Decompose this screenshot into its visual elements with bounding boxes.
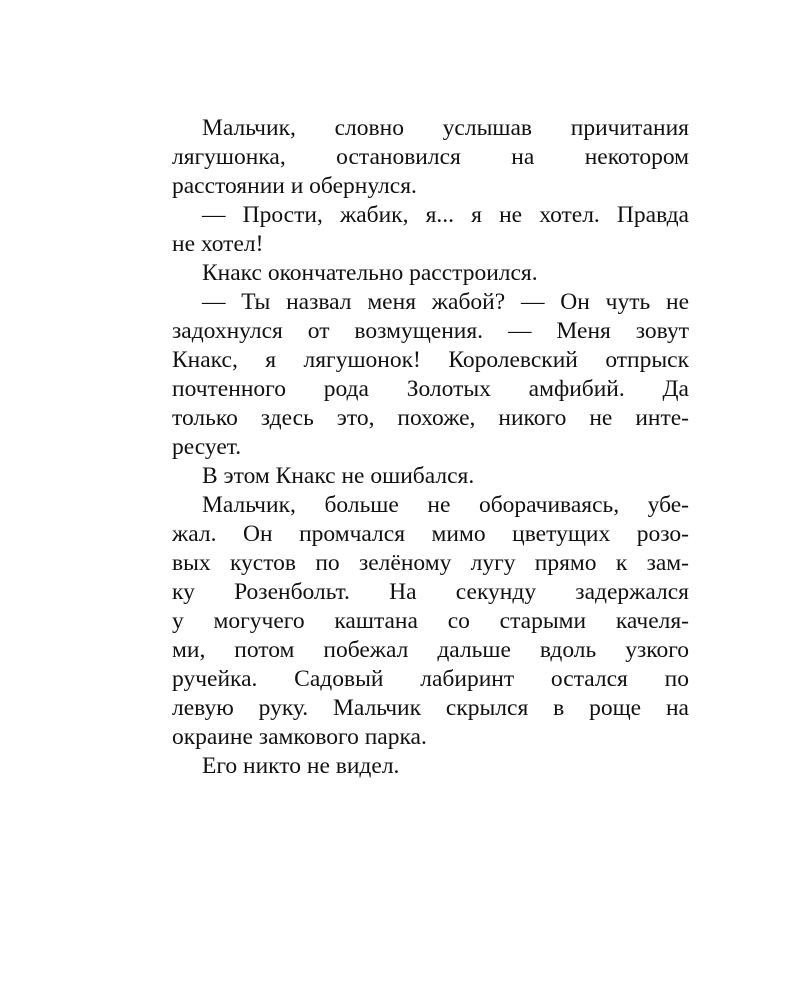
text-line: Мальчик, больше не оборачиваясь, убе- — [202, 492, 689, 518]
text-line: расстоянии и обернулся. — [172, 173, 417, 199]
text-line: Кнакс, я лягушонок! Королевский отпрыск — [172, 347, 689, 373]
text-line: ручейка. Садовый лабиринт остался по — [172, 666, 689, 692]
text-line: левую руку. Мальчик скрылся в роще на — [172, 695, 689, 721]
text-line: — Ты назвал меня жабой? — Он чуть не — [202, 289, 689, 315]
text-line: не хотел! — [172, 231, 264, 257]
text-line: — Прости, жабик, я... я не хотел. Правда — [202, 202, 689, 228]
text-line: почтенного рода Золотых амфибий. Да — [172, 376, 689, 402]
text-line: задохнулся от возмущения. — Меня зовут — [172, 318, 689, 344]
text-line: Его никто не видел. — [202, 753, 400, 779]
text-line: окраине замкового парка. — [172, 724, 427, 750]
text-line: Кнакс окончательно расстроился. — [202, 260, 538, 286]
text-line: лягушонка, остановился на некотором — [172, 144, 689, 170]
text-line: жал. Он промчался мимо цветущих розо- — [172, 521, 689, 547]
text-line: В этом Кнакс не ошибался. — [202, 463, 475, 489]
text-line: Мальчик, словно услышав причитания — [202, 115, 689, 141]
text-line: вых кустов по зелёному лугу прямо к зам- — [172, 550, 689, 576]
text-line: ми, потом побежал дальше вдоль узкого — [172, 637, 689, 663]
text-line: ресует. — [172, 434, 242, 460]
text-line: ку Розенбольт. На секунду задержался — [172, 579, 689, 605]
body-text — [172, 114, 689, 781]
text-line: у могучего каштана со старыми качеля- — [172, 608, 689, 634]
text-line: только здесь это, похоже, никого не инте- — [172, 405, 689, 431]
